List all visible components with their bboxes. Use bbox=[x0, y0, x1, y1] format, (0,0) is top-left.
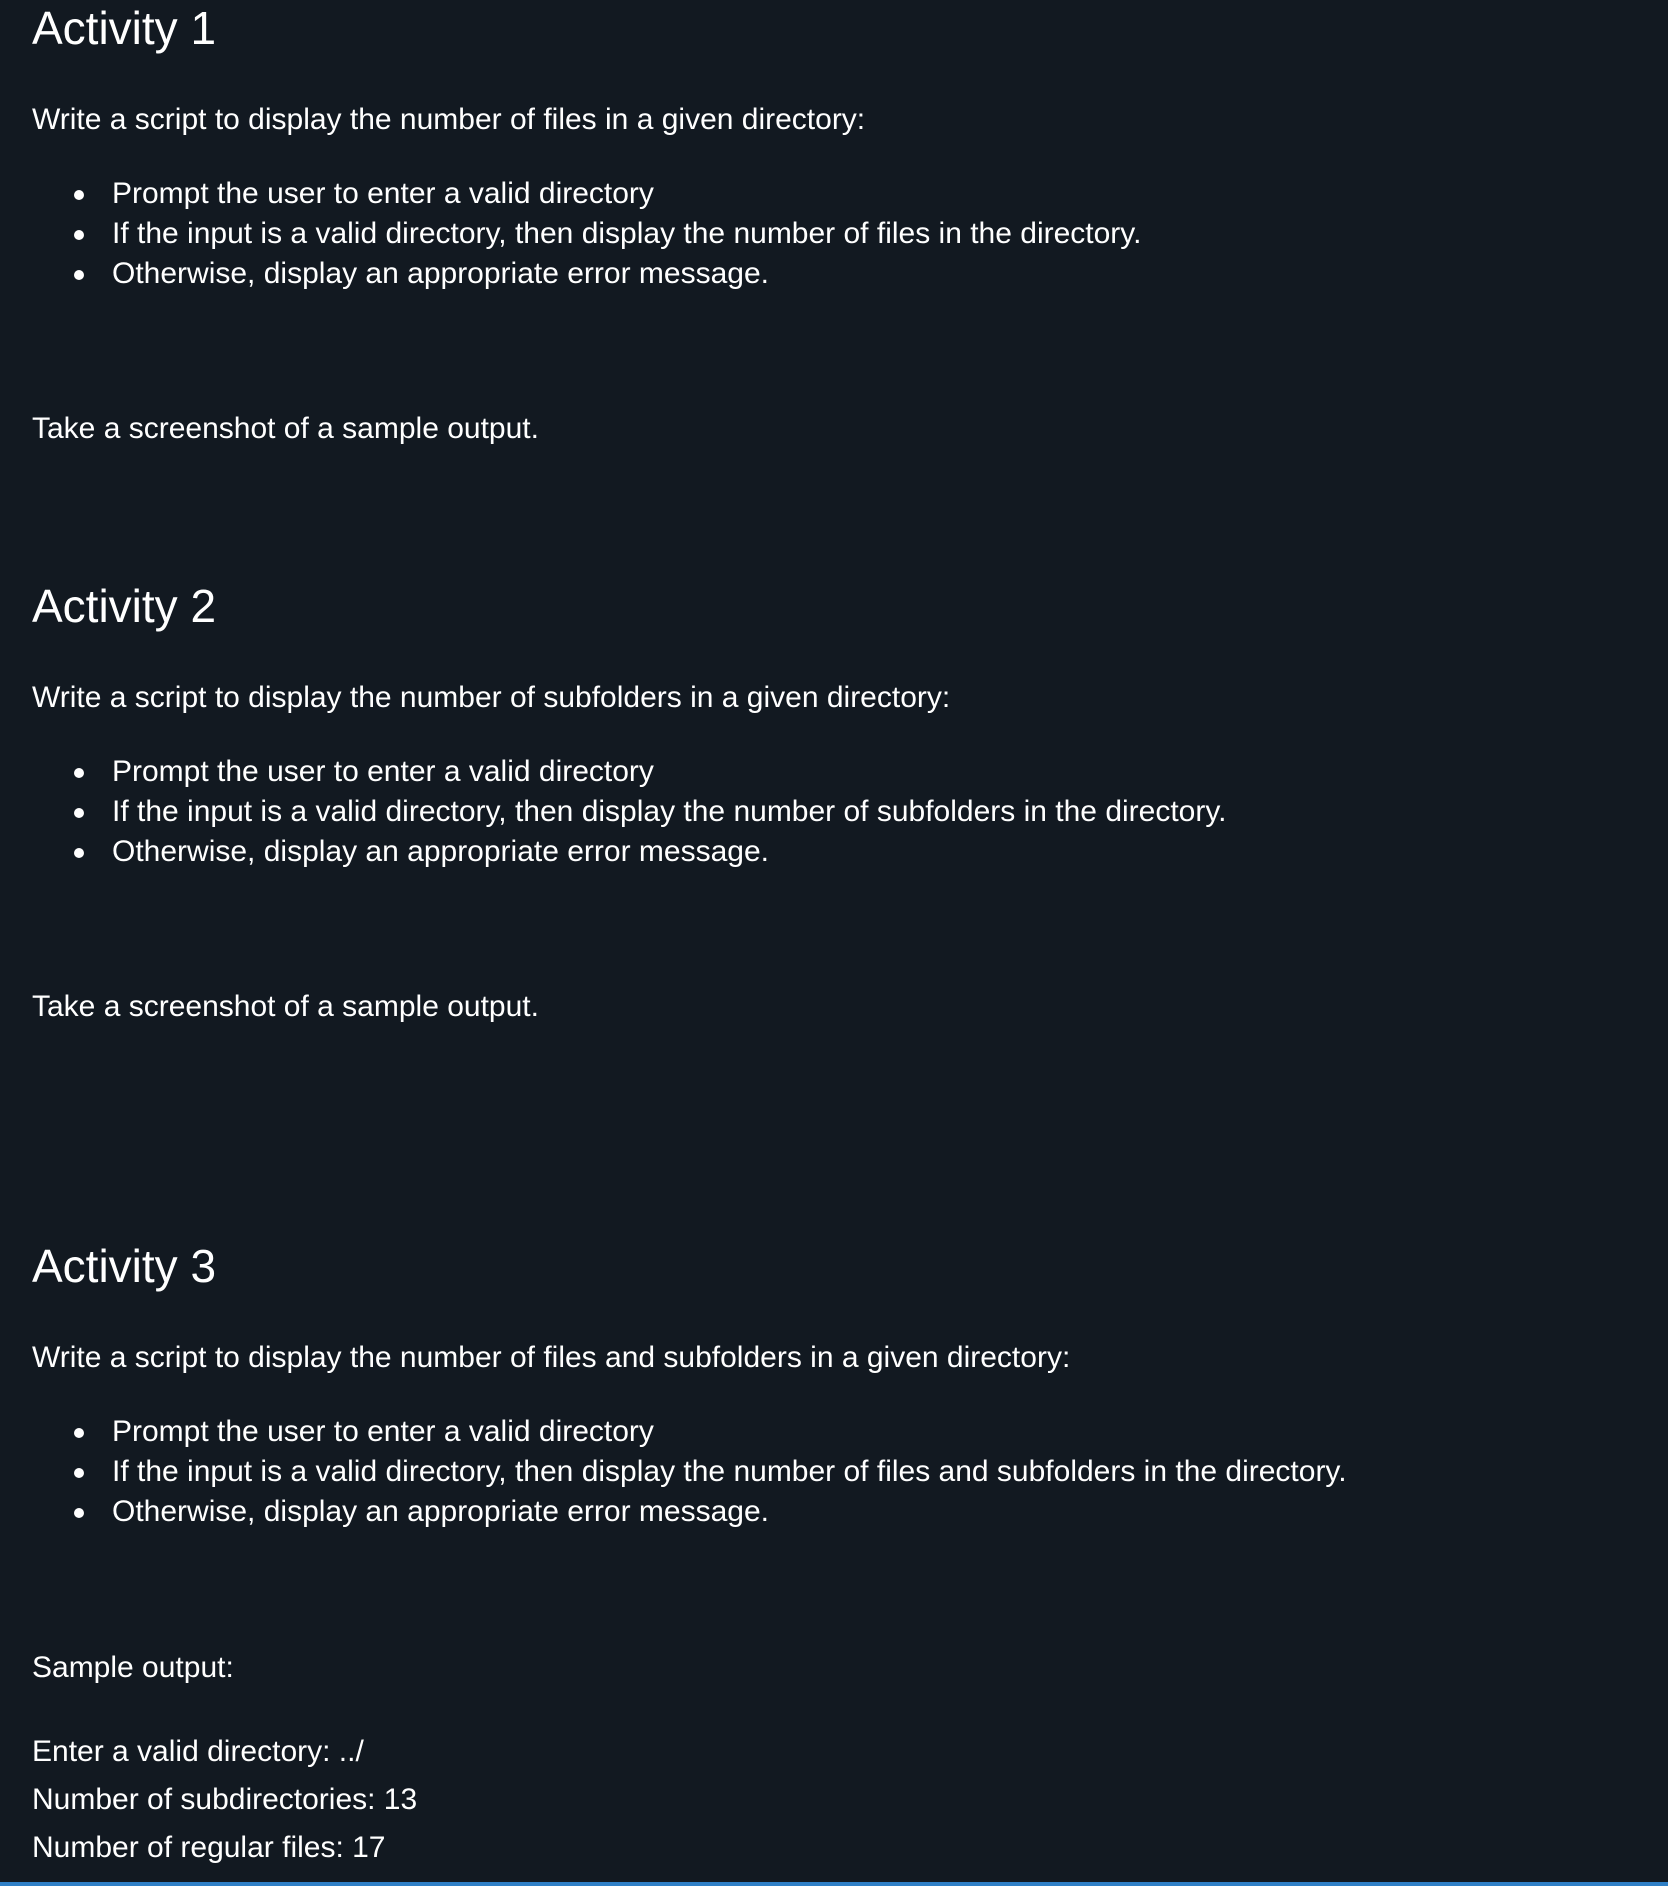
activity-2-title: Activity 2 bbox=[32, 580, 217, 632]
sample-output-line: Enter a valid directory: ../ bbox=[32, 1735, 364, 1768]
activity-1-intro: Write a script to display the number of files in a given directory: bbox=[32, 103, 866, 136]
list-item: Prompt the user to enter a valid directory bbox=[112, 752, 1226, 792]
activity-3-bullet-list bbox=[32, 1412, 1347, 1532]
list-item: Otherwise, display an appropriate error message. bbox=[112, 254, 1141, 294]
list-item: Prompt the user to enter a valid directory bbox=[112, 1412, 1347, 1452]
sample-output-line: Number of subdirectories: 13 bbox=[32, 1783, 418, 1816]
bottom-accent-bar bbox=[0, 1882, 1668, 1886]
activity-1-note: Take a screenshot of a sample output. bbox=[32, 412, 539, 445]
list-item: If the input is a valid directory, then display the number of files in the directory. bbox=[112, 214, 1141, 254]
activity-3-sample-label: Sample output: bbox=[32, 1651, 234, 1684]
activity-1-title: Activity 1 bbox=[32, 2, 217, 54]
sample-output-block bbox=[32, 1728, 417, 1872]
list-item: If the input is a valid directory, then display the number of files and subfolders in the directory. bbox=[112, 1452, 1347, 1492]
activity-2-intro: Write a script to display the number of subfolders in a given directory: bbox=[32, 681, 951, 714]
activity-2-bullet-list bbox=[32, 752, 1226, 872]
sample-output-line: Number of regular files: 17 bbox=[32, 1831, 386, 1864]
activity-3-intro: Write a script to display the number of files and subfolders in a given directory: bbox=[32, 1341, 1071, 1374]
activity-2-note: Take a screenshot of a sample output. bbox=[32, 990, 539, 1023]
list-item: If the input is a valid directory, then display the number of subfolders in the directory. bbox=[112, 792, 1226, 832]
list-item: Otherwise, display an appropriate error message. bbox=[112, 832, 1226, 872]
list-item: Otherwise, display an appropriate error message. bbox=[112, 1492, 1347, 1532]
activity-3-title: Activity 3 bbox=[32, 1240, 217, 1292]
list-item: Prompt the user to enter a valid directory bbox=[112, 174, 1141, 214]
activity-1-bullet-list bbox=[32, 174, 1141, 294]
